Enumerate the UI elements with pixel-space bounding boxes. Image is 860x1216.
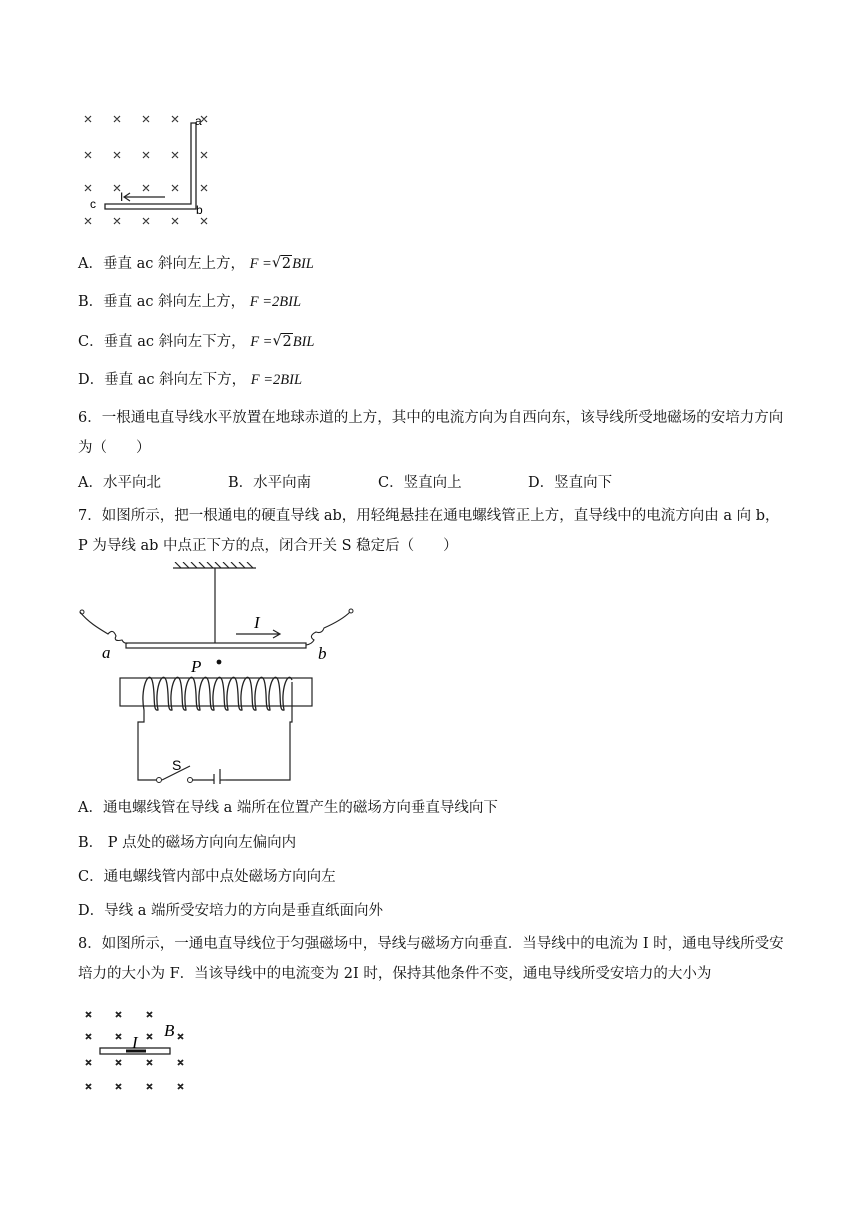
q7-option-a: A．通电螺线管在导线 a 端所在位置产生的磁场方向垂直导线向下 bbox=[78, 800, 498, 816]
right-lead bbox=[306, 612, 350, 645]
q6-option-a: A．水平向北 bbox=[78, 475, 161, 491]
label-current: I bbox=[120, 190, 124, 204]
q7-stem: 7．如图所示，把一根通电的硬直导线 ab，用轻绳悬挂在通电螺线管正上方，直导线中的电流方向由 a 向 b，P 为导线 ab 中点正下方的点，闭合开关 S 稳定后（ ） bbox=[78, 508, 780, 554]
q5-option-b: B．垂直 ac 斜向左上方， F =2BIL bbox=[78, 294, 302, 310]
q5-option-d: D．垂直 ac 斜向左下方， F =2BIL bbox=[78, 372, 303, 388]
current-arrow-icon bbox=[124, 193, 165, 201]
label-current: I bbox=[254, 613, 260, 632]
point-p-dot bbox=[217, 660, 222, 665]
switch-pivot bbox=[157, 778, 162, 783]
q7-option-b: B． P 点处的磁场方向向左偏向内 bbox=[78, 835, 297, 851]
l-shaped-wire bbox=[105, 123, 196, 209]
label-c: c bbox=[90, 197, 96, 211]
label-p: P bbox=[191, 657, 202, 676]
label-b-field: B bbox=[164, 1021, 175, 1040]
q5-option-c: C．垂直 ac 斜向左下方， F =√ 2BIL bbox=[78, 332, 314, 352]
q6-stem: 6．一根通电直导线水平放置在地球赤道的上方，其中的电流方向为自西向东，该导线所受地磁场的安培力方向为（ ） bbox=[78, 410, 784, 456]
q5-figure bbox=[80, 108, 220, 233]
label-a: a bbox=[195, 114, 202, 128]
q7-option-c: C．通电螺线管内部中点处磁场方向向左 bbox=[78, 869, 336, 885]
q8-stem: 8．如图所示，一通电直导线位于匀强磁场中，导线与磁场方向垂直．当导线中的电流为 I 时，通电导线所受安培力的大小为 F．当该导线中的电流变为 2I 时，保持其他条件不变，通电导线所受安培力的大小为 bbox=[78, 936, 784, 982]
ceiling-support bbox=[173, 562, 256, 644]
switch-contact bbox=[188, 778, 193, 783]
q7-option-d: D．导线 a 端所受安培力的方向是垂直纸面向外 bbox=[78, 903, 383, 919]
label-s: S bbox=[172, 757, 182, 773]
label-b: b bbox=[318, 644, 327, 663]
label-a: a bbox=[102, 643, 111, 662]
left-lead bbox=[80, 612, 128, 643]
q6-option-d: D．竖直向下 bbox=[528, 475, 613, 491]
q6-option-b: B．水平向南 bbox=[228, 475, 312, 491]
q6-options bbox=[78, 473, 612, 493]
magnetic-field-crosses bbox=[85, 116, 207, 224]
label-b: b bbox=[196, 203, 203, 217]
straight-wire-ab bbox=[126, 643, 306, 648]
label-current: I bbox=[132, 1033, 138, 1052]
q8-figure bbox=[80, 1004, 195, 1099]
q5-option-a: A．垂直 ac 斜向左上方， F =√ 2BIL bbox=[78, 254, 314, 274]
q6-option-c: C．竖直向上 bbox=[378, 475, 462, 491]
q7-figure bbox=[78, 562, 368, 784]
